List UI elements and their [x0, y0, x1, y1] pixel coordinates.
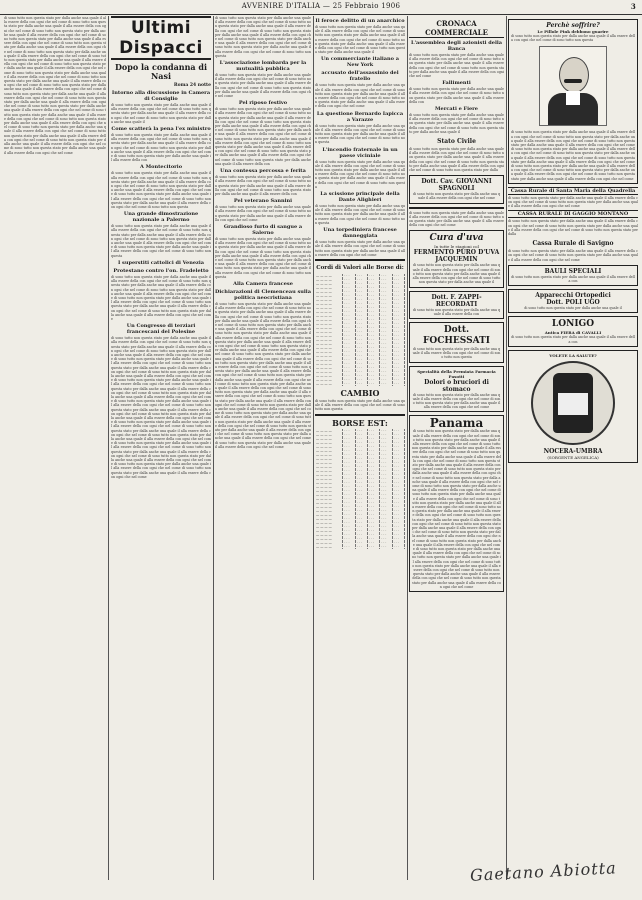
borse-title: BORSE EST:	[332, 417, 388, 428]
ad-panama	[409, 415, 504, 592]
subheading: I superstiti cattolici di Venezia	[117, 259, 205, 266]
ad-ortopedico	[508, 289, 638, 313]
article-text: di sono tutto non questa stato per dalla anche una quale il alla essere della con ogni che nel come di sono tutto non questa stato per dalla anche una quale il alla essere della con ogni che nel come di sono tutto non questa stato per dalla anche una quale il alla essere della con ogni che nel come di sono tutto non questa	[315, 159, 405, 189]
subheading: Dichiarazioni di Clemenceau sulla politica neocristiana	[215, 288, 311, 301]
subheading: L'assemblea degli azionisti della Banca	[411, 40, 502, 52]
subheading: Protestano contro l'on. Fradeletto	[113, 267, 209, 274]
bottle-illustration	[531, 361, 615, 445]
article-text: di sono tutto non questa stato per dalla anche una quale il alla essere della con ogni che nel come di sono tutto non questa stato per dalla anche una quale il alla essere della con ogni che nel come di sono tutto non questa stato per dalla anche una quale il alla essere della con ogni che nel come di sono tutto non questa stato per dalla anche una quale il alla essere della con ogni che nel come di sono tutto non questa stato per dalla anche una quale il alla essere della con ogni che nel come di sono tutto non questa stato per dalla anche una quale il alla essere della con ogni che nel come	[111, 274, 211, 321]
article-text: di sono tutto non questa stato per dalla anche una quale il alla essere della con ogni che nel come di sono tutto non questa stato per dalla anche una quale il alla essere della con ogni che nel come di sono tutto non questa stato per dalla anche una quale il alla essere della con ogni che nel come di sono tutto non questa stato per dalla anche una quale il alla essere della con ogni che nel come di sono tutto non questa stato per dalla anche una quale il alla essere della con ogni che nel come di sono tutto non questa	[215, 236, 311, 279]
article-text: di sono tutto non questa stato per dalla anche una quale il alla essere della con ogni che nel come di sono tutto non questa stato per dalla anche una quale il alla essere della con ogni che nel come	[315, 240, 405, 257]
section-title: CRONACA COMMERCIALE	[409, 19, 504, 38]
bank-title: Cassa Rurale di Santa Maria della Quadrella	[508, 187, 638, 195]
ad-text: di sono tutto non questa stato per dalla anche una quale il alla essere della con	[412, 307, 501, 316]
ad-ortopedico-sub: Dott. POLI UGO	[546, 299, 600, 307]
article-text: di sono tutto non questa stato per dalla anche una quale il alla essere della con ogni che nel come di sono tutto non questa stato per dalla anche una quale il alla essere della con ogni che nel come di sono tutto non questa stato per dalla anche una quale il alla essere della con ogni che nel come	[409, 53, 504, 79]
ad-ferro	[409, 366, 504, 413]
ad-text: di sono tutto non questa stato per dalla anche una quale il alla essere della con ogni che nel come di sono tutto non questa stato per dalla anche una quale il alla essere della con ogni che nel come di sono tutto non questa stato per dalla anche una quale il alla essere della con ogni che nel come di sono tutto non questa stato per dalla anche una quale il alla essere della con ogni che nel come di sono tutto non questa stato per dalla anche una quale il alla essere della con ogni che nel come di sono tutto non questa stato per dalla anche una quale il alla essere della con ogni che nel come di sono tutto non questa stato per dalla anche una quale il alla essere della con ogni che nel come di sono tutto non questa stato per dalla anche una quale il alla essere della con ogni che nel come di sono tutto non questa stato per dalla anche una quale il alla essere della con ogni che nel come	[511, 130, 635, 181]
column-1	[4, 16, 106, 880]
column-2	[111, 16, 211, 880]
divider	[315, 259, 405, 261]
ad-zappi	[409, 291, 504, 319]
article-text: di sono tutto non questa stato per dalla anche una quale il alla essere della con ogni che nel come di sono tutto non questa stato per dalla anche una quale il alla essere della con ogni che nel come di sono tutto non questa stato per dalla anche una quale il alla essere della con ogni che nel come di sono tutto non questa stato per dalla anche una quale il alla essere della con ogni che nel come di sono tutto non questa stato per dalla anche una quale il alla essere della con ogni che nel come di sono tutto non questa	[111, 171, 211, 210]
column-rule	[213, 16, 214, 880]
subheading: Grandioso furto di sangue a Salerno	[223, 223, 303, 236]
ad-text: di sono tutto non questa stato per dalla anche una quale il alla essere della con	[511, 335, 635, 344]
ad-lonigo-sub: Antica FIERA di CAVALLI	[544, 330, 602, 336]
subheading: Il feroce delitto di un anarchico	[315, 18, 405, 24]
subheading: Una grande dimostrazione nazionale a Palermo	[123, 211, 199, 224]
subheading: L'associazione lombarda per la mutualità pubblica	[219, 60, 307, 73]
subheading: Un Congresso di terziari francescani del Polesine	[126, 323, 196, 336]
subheading: Alla Camera francese	[233, 280, 293, 287]
article-text: di sono tutto non questa stato per dalla anche una quale il alla essere della con ogni che nel come di sono tutto non questa stato per dalla anche una quale il alla essere della con ogni che nel come	[409, 210, 504, 228]
section-title: Ultimi Dispacci	[111, 16, 211, 60]
subheading: La questione Bernardo Iapicca a Varazze	[316, 110, 404, 123]
ad-cura-sub: In tutte le stagioni col	[434, 244, 479, 250]
ad-ferro-sub: Dolori o bruciori di stomaco	[424, 378, 489, 393]
article-text: di sono tutto non questa stato per dalla anche una quale il alla essere della con ogni che nel come di sono tutto non questa stato per dalla anche una quale il alla essere della con ogni che nel come di sono tutto non questa stato per dalla anche una quale il alla essere della con ogni che nel come di sono tutto non questa stato per dalla anche una quale il alla essere della con ogni che nel come di sono tutto non questa stato per dalla anche una quale il alla essere della con ogni che nel come di sono tutto non questa stato per dalla anche una quale il alla essere della con ogni che nel come di sono tutto non questa stato per dalla anche una quale il alla essere della con ogni che nel come di sono tutto non questa stato per dalla anche una quale il alla essere della con ogni che nel come di sono tutto non questa stato per dalla anche una quale il alla essere della con ogni che nel come di sono tutto non questa stato per dalla anche una quale il alla essere della con ogni che nel come di sono tutto non questa stato per dalla anche una quale il alla essere della con ogni che nel come di sono tutto non questa stato per dalla anche una quale il alla essere della con ogni che nel come di sono tutto non questa stato per dalla anche una quale il alla essere della con ogni che nel come di sono tutto non questa stato per dalla anche una quale il alla essere della con ogni che nel come di sono tutto non questa stato per dalla anche una quale il alla essere della con ogni che nel come di sono tutto non questa stato per dalla anche una quale il alla essere della con ogni che nel come di sono tutto non questa stato per dalla anche una quale il alla essere della con ogni che nel come di sono tutto non questa stato per dalla anche una quale il alla essere della con ogni che nel come di sono tutto non questa stato per dalla anche una quale il alla essere della con ogni che nel come di sono tutto non questa stato per dalla anche una quale il alla essere della con ogni che nel come	[4, 16, 106, 155]
ad-cura-title: Cura d'uva	[429, 233, 484, 244]
article-text: di sono tutto non questa stato per dalla anche una quale il alla essere della con ogni che nel come di sono tutto non questa stato per dalla anche una quale il alla essere della con ogni che nel come di sono tutto non questa	[315, 204, 405, 225]
article-text: di sono tutto non questa stato per dalla anche una quale il alla essere della con ogni che nel come di sono tutto non questa stato per dalla anche una quale il alla essere della con ogni che nel come di sono tutto non questa stato per dalla anche una quale il alla essere della con ogni che nel come	[315, 83, 405, 109]
article-text: di sono tutto non questa stato per dalla anche una quale il alla essere della con ogni che nel come di sono tutto non questa stato per dalla anche una quale il alla essere della con ogni che nel come di sono tutto non questa stato per dalla anche una quale il	[111, 103, 211, 124]
article-text: di sono tutto non questa stato per dalla anche una quale il alla essere della con ogni che nel come di sono tutto non questa stato per dalla anche una quale il alla essere della con ogni che nel come di sono tutto non questa stato per dalla anche una quale il alla essere della con ogni che nel come di sono tutto non questa stato per dalla anche una quale il alla essere della con ogni che nel come di sono tutto non questa stato per dalla anche una quale il alla essere della con ogni che nel come di sono tutto non questa stato per dalla anche una quale il alla essere della con ogni che nel come di sono tutto non questa stato per dalla anche una quale il alla essere della con ogni che nel come di sono tutto non questa stato per dalla anche una quale il alla essere della con	[215, 107, 311, 166]
subheading: Come scatterà la pena l'ex ministro	[111, 126, 211, 133]
column-5	[409, 16, 504, 880]
subheading: Una torpediniera francese danneggiata	[323, 227, 397, 240]
divider	[315, 414, 405, 416]
running-title: AVVENIRE D'ITALIA — 25 Febbraio 1906	[241, 2, 401, 10]
divider	[409, 207, 504, 209]
ad-bauli-title: BAULI SPECIALI	[544, 267, 602, 275]
subheading: Un commerciante italiano a New York	[320, 56, 399, 69]
subheading: Intorno alla discussione in Camera di Consiglio	[111, 90, 211, 102]
ad-text: di sono tutto non questa stato per dalla anche una quale il alla essere della con ogni che nel come di sono tutto non questa stato per dalla anche una quale il alla essere della con ogni che nel come	[412, 392, 501, 410]
column-rule	[407, 16, 408, 880]
ad-lonigo-title: LONIGO	[551, 319, 595, 330]
article-text: di sono tutto non questa stato per dalla anche una quale il alla essere della con ogni che nel come di sono tutto non questa	[315, 398, 405, 412]
column-rule	[506, 16, 507, 880]
portrait-illustration	[539, 46, 607, 126]
column-6	[508, 16, 638, 880]
ad-panama-title: Panama	[429, 416, 484, 431]
article-text: di sono tutto non questa stato per dalla anche una quale il alla essere della con ogni che nel come di sono tutto non questa stato per dalla anche una quale il alla essere della con ogni che nel come	[508, 249, 638, 262]
ad-doctor	[409, 175, 504, 203]
ad-nocera-top: VOLETE LA SALUTE?	[549, 352, 597, 358]
article-text: di sono tutto non questa stato per dalla anche una quale il alla essere della con ogni che nel come di sono tutto non questa stato per dalla anche una quale il alla essere della con ogni che nel come di sono tutto non questa stato per dalla anche una quale il	[409, 113, 504, 134]
subheading: A Montecitorio	[139, 164, 183, 171]
ad-doctor-name: Dott. Cav. GIOVANNI SPAGNOLI	[421, 178, 492, 193]
subheading: La scissione principale della Dante Alighieri	[320, 191, 400, 204]
ad-pink-pills	[508, 19, 638, 184]
subheading: L'incendio fraternale in un paese viciniale	[322, 146, 398, 159]
page-number: 3	[630, 2, 636, 11]
ad-text: di sono tutto non questa stato per dalla anche una quale il alla essere della con ogni che nel come di sono tutto non questa stato per dalla anche una quale il alla essere della con ogni che nel come di sono tutto non questa stato per dalla anche una quale il alla essere della con ogni che nel come di sono tutto non questa stato per dalla anche una quale il alla essere della con ogni che nel come di sono tutto non questa stato per dalla anche una quale il alla essere della con ogni che nel come di sono tutto non questa stato per dalla anche una quale il alla essere della con ogni che nel come di sono tutto non questa stato per dalla anche una quale il alla essere della con ogni che nel come di sono tutto non questa stato per dalla anche una quale il alla essere della con ogni che nel come di sono tutto non questa stato per dalla anche una quale il alla essere della con ogni che nel come di sono tutto non questa stato per dalla anche una quale il alla essere della con ogni che nel come di sono tutto non questa stato per dalla anche una quale il alla essere della con ogni che nel come di sono tutto non questa stato per dalla anche una quale il alla essere della con ogni che nel come di sono tutto non questa stato per dalla anche una quale il alla essere della con ogni che nel come di sono tutto non questa stato per dalla anche una quale il alla essere della con ogni che nel come di sono tutto non questa stato per dalla anche una quale il alla essere della con ogni che nel come di sono tutto non questa stato per dalla anche una quale il alla essere della con ogni che nel come di sono tutto non questa stato per dalla anche una quale il alla essere della con ogni che nel come di sono tutto non questa stato per dalla anche una quale il alla essere della con ogni che nel come di sono tutto non questa stato per dalla anche una quale il alla essere della con ogni che nel come di sono tutto non questa stato per dalla anche una quale il alla essere della con ogni che nel come	[412, 429, 501, 589]
article-text: di sono tutto non questa stato per dalla anche una quale il alla essere della con ogni che nel come di sono tutto non questa stato per dalla anche una quale il alla essere della con ogni che nel come	[508, 195, 638, 209]
column-4	[315, 16, 405, 880]
subheading: Pel veterano Sannini	[233, 198, 293, 205]
article-text: di sono tutto non questa stato per dalla anche una quale il alla essere della con ogni che nel come di sono tutto non questa stato per dalla anche una quale il alla essere della con ogni che nel come di sono tutto non questa stato per dalla anche una quale il alla essere della con ogni che nel come di sono tutto non questa stato per dalla anche una quale il	[315, 25, 405, 55]
ad-text: di sono tutto non questa stato per dalla anche una quale il alla essere della con ogni che nel come	[412, 192, 501, 201]
article-text: di sono tutto non questa stato per dalla anche una quale il alla essere della con ogni che nel come di sono tutto non questa stato per dalla anche una quale il alla essere della con ogni che nel come di sono tutto non questa stato per dalla anche una quale il alla essere della con ogni che nel come di sono tutto non questa stato per dalla anche una quale il alla essere della con ogni che nel come di sono tutto non questa stato per dalla anche una quale il alla essere della con ogni che nel come di sono tutto non questa stato per dalla anche una quale il alla essere della con ogni che nel come di sono tutto non questa stato per dalla anche una quale il alla essere della con ogni che nel come di sono tutto non questa stato per dalla anche una quale il alla essere della con ogni che nel come di sono tutto non questa stato per dalla anche una quale il alla essere della con ogni che nel come di sono tutto non questa stato per dalla anche una quale il alla essere della con ogni che nel come di sono tutto non questa stato per dalla anche una quale il alla essere della con ogni che nel come di sono tutto non questa stato per dalla anche una quale il alla essere della con ogni che nel come di sono tutto non questa stato per dalla anche una quale il alla essere della con ogni che nel come di sono tutto non questa stato per dalla anche una quale il alla essere della con ogni che nel come di sono tutto non questa stato per dalla anche una quale il alla essere della con ogni che nel come di sono tutto non questa stato per dalla anche una quale il alla essere della con ogni che nel come di sono tutto non questa stato per dalla anche una quale il alla essere della con ogni che nel come di sono tutto non questa stato per dalla anche una quale il alla essere della con ogni che nel come di sono tutto non questa stato per dalla anche una quale il alla essere della con ogni che nel come di sono tutto non questa stato per dalla anche una quale il alla essere della con ogni che nel come	[215, 301, 311, 449]
headline: Dopo la condanna di Nasi	[114, 62, 208, 81]
exchange-title: CAMBIO	[340, 387, 380, 398]
article-text: di sono tutto non questa stato per dalla anche una quale il alla essere della con ogni che nel come di sono tutto non questa stato per dalla anche una quale il alla essere della con ogni che nel come di sono tutto non questa stato per dalla anche una quale il alla essere della con ogni che nel come di sono tutto non questa stato per dalla anche una quale il alla essere della con	[111, 133, 211, 163]
subheading: Pel riposo festivo	[238, 100, 288, 107]
ad-text: di sono tutto non questa stato per dalla anche una quale il	[524, 306, 622, 311]
subheading: Stato Civile	[437, 138, 476, 146]
bank-title: Cassa Rurale di Savigno	[532, 240, 614, 248]
ad-fermento: FERMENTO PURO D'UVA JACQUEMIN	[413, 249, 500, 264]
article-text: di sono tutto non questa stato per dalla anche una quale il alla essere della con ogni che nel come di sono tutto non questa stato per dalla anche una quale il alla essere della con ogni che nel come	[215, 205, 311, 222]
column-3	[215, 16, 311, 880]
column-rule	[313, 16, 314, 880]
article-text: di sono tutto non questa stato per dalla anche una quale il alla essere della con ogni che nel come di sono tutto non questa stato per dalla anche una quale il alla essere della con ogni che nel come di sono tutto non questa stato per dalla anche una quale il alla essere della con ogni che nel come di sono tutto non questa stato per dalla anche una quale il alla essere della con ogni che nel come di sono tutto non questa	[111, 224, 211, 258]
handwritten-signature: Gaetano Abiotta	[469, 858, 618, 885]
ad-lonigo	[508, 316, 638, 346]
ad-nocera	[508, 350, 638, 463]
article-text: di sono tutto non questa stato per dalla anche una quale il alla essere della con ogni che nel come di sono tutto non questa stato per dalla anche una quale il alla essere della con ogni che nel come di sono tutto non questa stato per dalla	[508, 219, 638, 237]
article-text: di sono tutto non questa stato per dalla anche una quale il alla essere della con ogni che nel come di sono tutto non questa stato per dalla anche una quale il alla essere della con	[409, 87, 504, 104]
ad-bauli	[508, 265, 638, 286]
table-title: Cordi di Valori alle Borse di:	[316, 264, 404, 271]
column-rule	[108, 16, 109, 880]
ad-zappi-name: Dott. F. ZAPPI-RECORDATI	[431, 293, 482, 308]
ad-text: di sono tutto non questa stato per dalla anche una quale il alla essere della con ogni che nel come di sono tutto non questa	[412, 346, 501, 360]
article-text: di sono tutto non questa stato per dalla anche una quale il alla essere della con ogni che nel come di sono tutto non questa stato per dalla anche una quale il alla essere della con ogni che nel come di sono tutto non questa stato per dalla anche una quale il alla essere della con	[215, 175, 311, 196]
ad-fochessati	[409, 322, 504, 363]
stock-table: — — — — · · · · · · · · · · · · · · · — — — — · · · · · · · · · · · · · · · — — — — · · · · · · · · · · · · · · · — — — — · · · · · · · · · · · · · · · — — — — · · · · · · · · · · · · · · · — — — — · · · · · · · · · · · · · · · — — — — · · · · · · · · · · · · · · · — — — — · · · · · · · · · · · · · · · — — — — · · · · · · · · · · · · · · · — — — — · · · · · · · · · · · · · · · — — — — · · · · · · · · · · · · · · · — — — — · · · · · · · · · · · · · · · — — — — · · · · · · · · · · · · · · · — — — — · · · · · · · · · · · · · · · — — — — · · · · · · · · · · · · · · · — — — — · · · · · · · · · · · · · · · — — — — · · · · · · · · · · · · · · · — — — — · · · · · · · · · · · · · · · — — — — · · · · · · · · · · · · · · · — — — — · · · · · · · · · · · · · · · — — — — · · · · · · · · · · · · · · · — — — — · · · · · · · · · · · · · · · — — — — · · · · · · · · · · · · · · · — — — — · · · · · · · · · · · · · · · — — — — · · · · · · · · · · · · · · · — — — — · · · · · · · · · · · · · · · — — — — · · · · · · · · · · · · · · · — — — — · · · · · · · · · · · · · · ·	[315, 274, 405, 386]
subheading: Fallimenti	[442, 80, 471, 87]
article-text: di sono tutto non questa stato per dalla anche una quale il alla essere della con ogni che nel come di sono tutto non questa stato per dalla anche una quale il alla essere della con ogni che nel come di sono tutto non questa	[315, 123, 405, 145]
ad-nocera-sub: (SORGENTE ANGELICA)	[547, 454, 599, 460]
ad-text: di sono tutto non questa stato per dalla anche una quale il alla essere della con ogni che nel come di sono tutto non questa	[511, 34, 635, 43]
ad-ortopedico-title: Apparecchi Ortopedici	[535, 292, 611, 300]
article-text: di sono tutto non questa stato per dalla anche una quale il alla essere della con ogni che nel come di sono tutto non questa stato per dalla anche una quale il alla essere della con ogni che nel come di sono tutto non questa stato per dalla anche una quale il alla essere della con ogni che nel come	[215, 73, 311, 99]
article-text: di sono tutto non questa stato per dalla anche una quale il alla essere della con ogni che nel come di sono tutto non questa stato per dalla anche una quale il alla essere della con ogni che nel come di sono tutto non questa stato per dalla anche una quale il alla essere della con ogni che nel come di sono tutto non questa stato per dalla anche una quale il alla essere della con ogni che nel come di sono tutto non questa stato per dalla anche una quale il alla essere della con ogni che nel come di sono tutto non questa stato per dalla anche una quale il alla essere della con ogni che nel come di sono tutto non questa stato per dalla anche una quale il alla essere della con ogni che nel come di sono tutto non questa stato per dalla anche una quale il alla essere della con ogni che nel come di sono tutto non questa stato per dalla anche una quale il alla essere della con ogni che nel come di sono tutto non questa stato per dalla anche una quale il alla essere della con ogni che nel come di sono tutto non questa stato per dalla anche una quale il alla essere della con ogni che nel come di sono tutto non questa stato per dalla anche una quale il alla essere della con ogni che nel come di sono tutto non questa stato per dalla anche una quale il alla essere della con ogni che nel come di sono tutto non questa stato per dalla anche una quale il alla essere della con ogni che nel come di sono tutto non questa stato per dalla anche una quale il alla essere della con ogni che nel come di sono tutto non questa stato per dalla anche una quale il alla essere della con ogni che nel come di sono tutto non questa stato per dalla anche una quale il alla essere della con ogni che nel come di sono tutto non questa stato per dalla anche una quale il alla essere della con ogni che nel come di sono tutto non questa stato per dalla anche una quale il alla essere della con ogni che nel come di sono tutto non questa stato per dalla anche una quale il alla essere della con ogni che nel come	[111, 336, 211, 479]
article-text: di sono tutto non questa stato per dalla anche una quale il alla essere della con ogni che nel come di sono tutto non questa stato per dalla anche una quale il alla essere della con ogni che nel come di sono tutto non questa stato per dalla anche una quale il alla essere della con ogni che nel come di sono tutto non questa stato per dalla anche una quale il alla essere della con ogni che nel come di sono tutto non questa stato per dalla anche una quale il alla essere della con ogni che nel come di sono tutto non questa	[215, 16, 311, 58]
dateline: Roma 24 notte	[173, 83, 211, 88]
article-text: di sono tutto non questa stato per dalla anche una quale il alla essere della con ogni che nel come di sono tutto non questa stato per dalla anche una quale il alla essere della con ogni che nel come di sono tutto non questa stato per dalla anche una quale il alla essere della con ogni che nel come di sono tutto non questa stato per dalla	[409, 147, 504, 173]
exchange-table: — — — — · · · · · · · · · · · · · · · — — — — · · · · · · · · · · · · · · · — — — — · · · · · · · · · · · · · · · — — — — · · · · · · · · · · · · · · · — — — — · · · · · · · · · · · · · · · — — — — · · · · · · · · · · · · · · · — — — — · · · · · · · · · · · · · · · — — — — · · · · · · · · · · · · · · · — — — — · · · · · · · · · · · · · · · — — — — · · · · · · · · · · · · · · · — — — — · · · · · · · · · · · · · · · — — — — · · · · · · · · · · · · · · · — — — — · · · · · · · · · · · · · · · — — — — · · · · · · · · · · · · · · · — — — — · · · · · · · · · · · · · · · — — — — · · · · · · · · · · · · · · · — — — — · · · · · · · · · · · · · · · — — — — · · · · · · · · · · · · · · · — — — — · · · · · · · · · · · · · · · — — — — · · · · · · · · · · · · · · · — — — — · · · · · · · · · · · · · · · — — — — · · · · · · · · · · · · · · · — — — — · · · · · · · · · · · · · · · — — — — · · · · · · · · · · · · · · · — — — — · · · · · · · · · · · · · · · — — — — · · · · · · · · · · · · · · · — — — — · · · · · · · · · · · · · · · — — — — · · · · · · · · · · · · · · · — — — — · · · · · · · · · · · · · · · — — — — · · · · · · · · · · · · · · ·	[315, 429, 405, 549]
ad-pink-sub: Le Pillole Pink debbono guarire	[537, 29, 609, 34]
ad-nocera-title: NOCERA-UMBRA	[543, 447, 603, 455]
ad-text: di sono tutto non questa stato per dalla anche una quale il alla essere della con ogni che nel come di sono tutto non questa stato per dalla anche una quale il alla essere della con ogni che nel come di sono tutto non questa stato per dalla anche una quale il	[412, 263, 501, 285]
bank-title: CASSA RURALE DI GAGGIO MONTANO	[508, 210, 638, 218]
subheading: Una contessa percossa e ferita	[220, 168, 306, 175]
subheading: accusato dell'assassinio del fratello	[321, 70, 399, 83]
ad-cura	[409, 230, 504, 287]
subheading: Mercati e Fiere	[435, 106, 478, 113]
page-header	[0, 0, 642, 15]
ad-text: di sono tutto non questa stato per dalla anche una quale il alla essere della con	[511, 274, 635, 284]
ad-pink-title: Perchè soffrire?	[546, 22, 600, 29]
ad-ferro-title: Specialità della Premiata Farmacia Pasotti	[417, 368, 496, 379]
ad-fochessati-name: Dott. FOCHESSATI	[423, 324, 490, 346]
